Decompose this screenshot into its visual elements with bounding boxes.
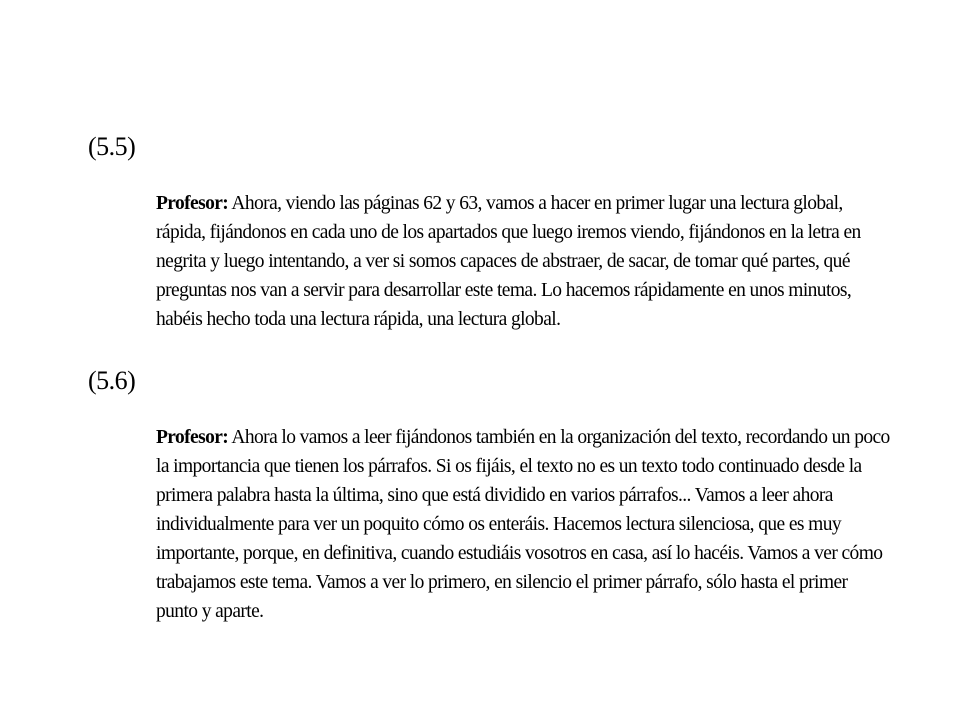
line-text: Ahora lo vamos a leer fijándonos también en la organización del texto, recordando un poco	[228, 427, 890, 448]
passage-line: primera palabra hasta la última, sino que está dividido en varios párrafos... Vamos a leer ahora	[156, 485, 833, 506]
transcript-passage-5-6	[156, 423, 916, 626]
passage-line	[156, 423, 916, 452]
passage-line: negrita y luego intentando, a ver si somos capaces de abstraer, de sacar, de tomar qué partes, qué	[156, 251, 850, 272]
passage-line: preguntas nos van a servir para desarrollar este tema. Lo hacemos rápidamente en unos minutos,	[156, 280, 852, 301]
passage-line	[156, 189, 916, 218]
passage-line: la importancia que tienen los párrafos. Si os fijáis, el texto no es un texto todo continuado desde la	[156, 456, 862, 477]
passage-line: trabajamos este tema. Vamos a ver lo primero, en silencio el primer párrafo, sólo hasta el primer	[156, 572, 848, 593]
passage-line: individualmente para ver un poquito cómo os enteráis. Hacemos lectura silenciosa, que es muy	[156, 514, 842, 535]
passage-line: punto y aparte.	[156, 601, 264, 622]
speaker-label: Profesor:	[156, 427, 229, 448]
passage-line: importante, porque, en definitiva, cuando estudiáis vosotros en casa, así lo hacéis. Vamos a ver cómo	[156, 543, 883, 564]
section-label-5-5: (5.5)	[88, 132, 136, 161]
section-label-5-6: (5.6)	[88, 366, 136, 395]
passage-line: habéis hecho toda una lectura rápida, una lectura global.	[156, 309, 561, 330]
line-text: Ahora, viendo las páginas 62 y 63, vamos a hacer en primer lugar una lectura global,	[228, 193, 843, 214]
transcript-passage-5-5	[156, 189, 916, 334]
speaker-label: Profesor:	[156, 193, 229, 214]
passage-line: rápida, fijándonos en cada uno de los apartados que luego iremos viendo, fijándonos en la letra en	[156, 222, 861, 243]
